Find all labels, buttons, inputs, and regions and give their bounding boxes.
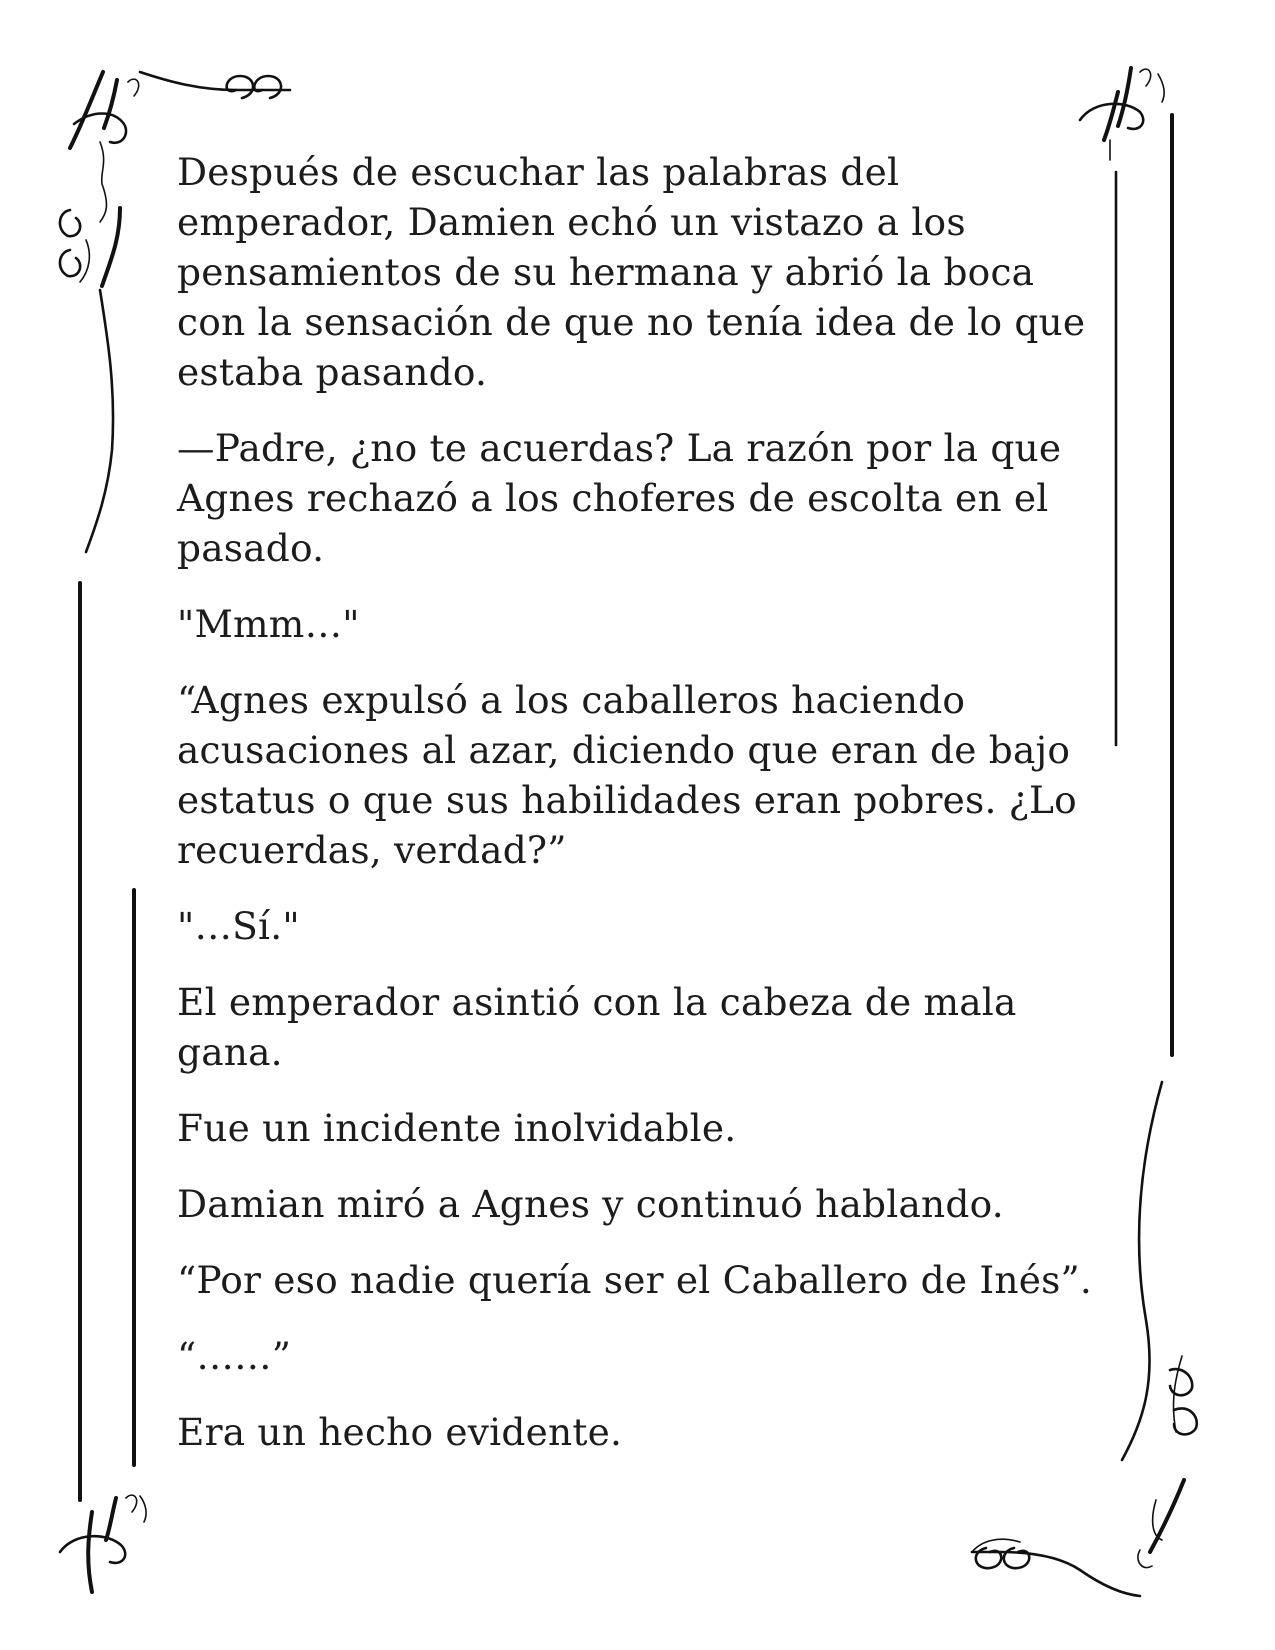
- bottom-left-flourish-ornament: [60, 1495, 146, 1592]
- paragraph-dialogue: "Mmm…": [177, 602, 360, 646]
- paragraph-dialogue: “Agnes expulsó a los caballeros haciendo acusaciones al azar, diciendo que eran de bajo estatus o que sus habilidades eran pobres. ¿Lo recuerdas, verdad?”: [177, 678, 1077, 872]
- paragraph-dialogue: “Por eso nadie quería ser el Caballero de Inés”.: [177, 1258, 1093, 1302]
- bottom-right-flourish-ornament: [972, 1539, 1140, 1596]
- paragraph-dialogue: “……”: [177, 1334, 292, 1378]
- paragraph-narration: El emperador asintió con la cabeza de mala gana.: [177, 980, 1017, 1074]
- paragraph-dialogue: —Padre, ¿no te acuerdas? La razón por la que Agnes rechazó a los choferes de escolta en el pasado.: [177, 426, 1062, 570]
- paragraph-dialogue: "…Sí.": [177, 904, 300, 948]
- paragraph-narration: Después de escuchar las palabras del emperador, Damien echó un vistazo a los pensamientos de su hermana y abrió la boca con la sensación de que no tenía idea de lo que estaba pasando.: [177, 150, 1086, 394]
- paragraph-narration: Era un hecho evidente.: [177, 1410, 623, 1454]
- paragraph-narration: Damian miró a Agnes y continuó hablando.: [177, 1182, 1004, 1226]
- chapter-text: [177, 147, 1097, 1483]
- right-lower-flourish-ornament: [1122, 1082, 1197, 1568]
- paragraph-narration: Fue un incidente inolvidable.: [177, 1106, 737, 1150]
